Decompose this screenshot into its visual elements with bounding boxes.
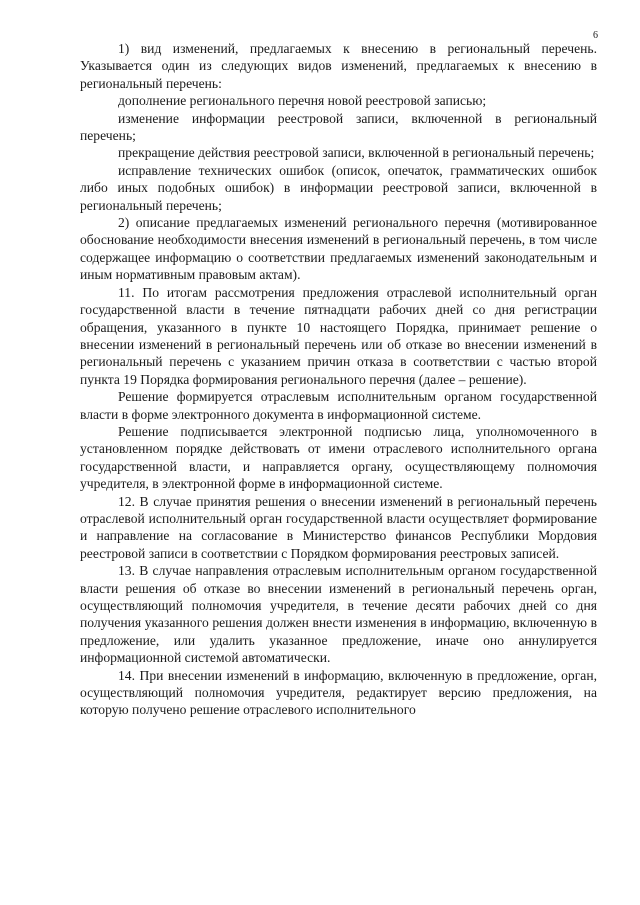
- paragraph-error-correction: исправление технических ошибок (описок, опечаток, грамматических ошибок либо иных подобных ошибок) в информации реестровой записи, включенной в региональный перечень;: [80, 162, 597, 213]
- paragraph-change-description: 2) описание предлагаемых изменений регионального перечня (мотивированное обоснование необходимости внесения изменений в региональный перечень, в том числе содержащее информацию о соответствии предлагаемых изменений законодательным и иным нормативным правовым актам).: [80, 215, 597, 283]
- page-number: 6: [593, 30, 598, 41]
- paragraph-modification: изменение информации реестровой записи, включенной в региональный перечень;: [80, 110, 597, 144]
- paragraph-decision-formed: Решение формируется отраслевым исполнительным органом государственной власти в форме электронного документа в информационной системе.: [80, 389, 597, 422]
- paragraph-item-11: 11. По итогам рассмотрения предложения отраслевой исполнительный орган государственной власти в течение пятнадцати рабочих дней со дня регистрации обращения, указанного в пункте 10 настоящего Порядка, принимает решение о внесении изменений в региональный перечень или об отказе во внесении изменений в региональный перечень с указанием причин отказа в соответствии с частью второй пункта 19 Порядка формирования регионального перечня (далее – решение).: [80, 284, 597, 387]
- paragraph-decision-signed: Решение подписывается электронной подписью лица, уполномоченного в установленном порядке действовать от имени отраслевого исполнительного органа государственной власти, и направляется органу, осуществляющему полномочия учредителя, в электронной форме в информационной системе.: [80, 423, 597, 492]
- paragraph-addition: дополнение регионального перечня новой реестровой записью;: [118, 93, 487, 109]
- paragraph-termination: прекращение действия реестровой записи, включенной в региональный перечень;: [118, 145, 595, 161]
- paragraph-item-14: 14. При внесении изменений в информацию, включенную в предложение, орган, осуществляющий полномочия учредителя, редактирует версию предложения, на которую получено решение отраслевого исполнительного: [80, 667, 597, 718]
- paragraph-item-12: 12. В случае принятия решения о внесении изменений в региональный перечень отраслевой исполнительный орган государственной власти осуществляет формирование и направление на согласование в Министерство финансов Республики Мордовия реестровой записи в соответствии с Порядком формирования реестровых записей.: [80, 493, 597, 561]
- paragraph-item-13: 13. В случае направления отраслевым исполнительным органом государственной власти решения об отказе во внесении изменений в региональный перечень орган, осуществляющий полномочия учредителя, в течение десяти рабочих дней со дня получения указанного решения должен внести изменения в информацию, включенную в предложение, или удалить указанное предложение, иначе оно аннулируется информационной системой автоматически.: [80, 563, 597, 666]
- paragraph-change-type: 1) вид изменений, предлагаемых к внесению в региональный перечень. Указывается один из следующих видов изменений, предлагаемых к внесению в региональный перечень:: [80, 41, 597, 91]
- document-body: [80, 40, 597, 719]
